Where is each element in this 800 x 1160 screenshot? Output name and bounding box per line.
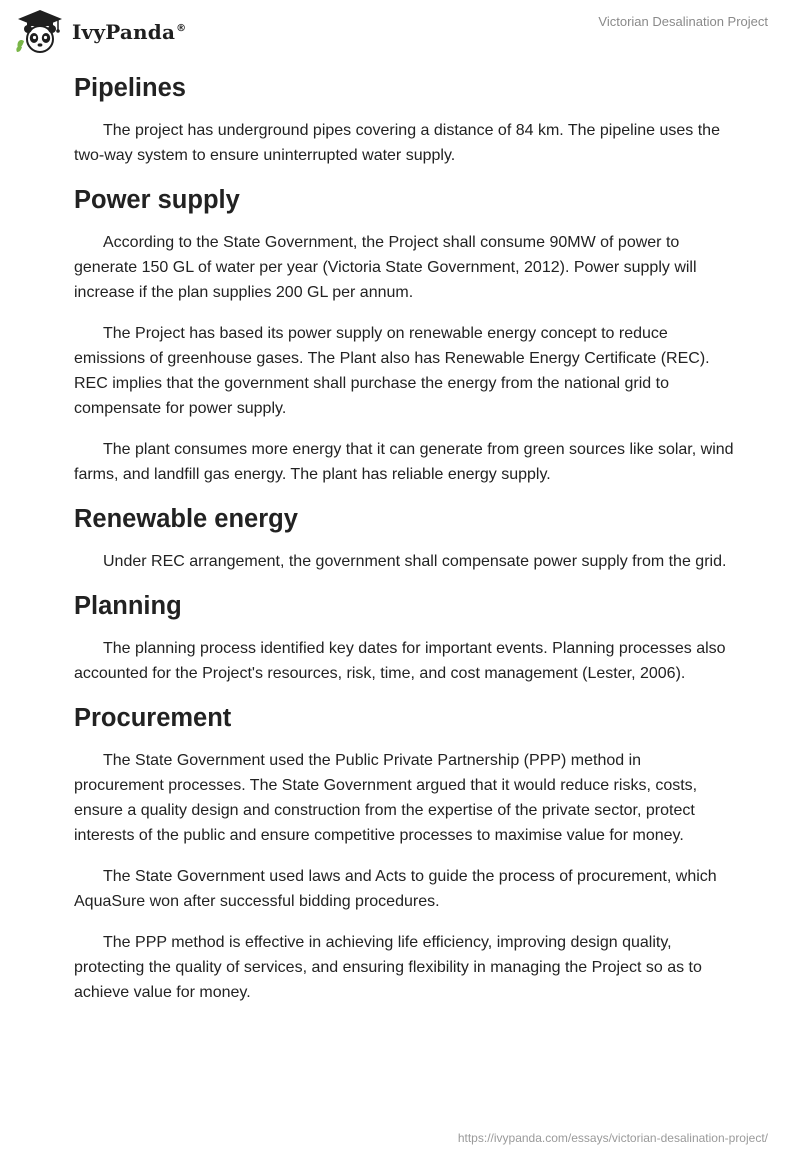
section-heading: Planning [74, 592, 182, 620]
document-title: Victorian Desalination Project [598, 14, 768, 29]
section-power-supply [74, 182, 734, 487]
paragraph: Under REC arrangement, the government shall compensate power supply from the grid. [103, 553, 727, 570]
essay-content [74, 70, 734, 1019]
page-header [0, 0, 800, 60]
paragraph: The project has underground pipes covering a distance of 84 km. The pipeline uses the two-way system to ensure uninterrupted water supply. [74, 122, 720, 164]
paragraph: The State Government used laws and Acts to guide the process of procurement, which AquaSure won after successful bidding procedures. [74, 868, 717, 910]
section-heading: Pipelines [74, 74, 186, 102]
section-heading: Power supply [74, 186, 240, 214]
registered-mark: ® [176, 23, 187, 35]
brand-logo[interactable] [14, 8, 186, 54]
source-url-link[interactable]: https://ivypanda.com/essays/victorian-desalination-project/ [457, 1131, 768, 1145]
panda-graduate-icon [14, 8, 66, 54]
section-renewable-energy [74, 501, 734, 574]
paragraph: The State Government used the Public Private Partnership (PPP) method in procurement processes. The State Government argued that it would reduce risks, costs, ensure a quality design and construction from the expertise of the private sector, protect interests of the public and ensure competitive processes to maximise value for money. [74, 752, 698, 844]
section-planning [74, 588, 734, 686]
paragraph: The Project has based its power supply on renewable energy concept to reduce emissions of greenhouse gases. The Plant also has Renewable Energy Certificate (REC). REC implies that the government shall purchase the energy from the national grid to compensate for power supply. [74, 325, 710, 417]
section-heading: Renewable energy [74, 505, 298, 533]
brand-name: IvyPanda® [72, 20, 187, 44]
paragraph: The PPP method is effective in achieving life efficiency, improving design quality, protecting the quality of services, and ensuring flexibility in managing the Project so as to achieve value for money. [74, 934, 702, 1001]
section-procurement [74, 700, 734, 1005]
paragraph: According to the State Government, the Project shall consume 90MW of power to generate 150 GL of water per year (Victoria State Government, 2012). Power supply will increase if the plan supplies 200 GL per annum. [74, 234, 697, 301]
paragraph: The plant consumes more energy that it can generate from green sources like solar, wind farms, and landfill gas energy. The plant has reliable energy supply. [74, 441, 734, 483]
section-heading: Procurement [74, 704, 232, 732]
section-pipelines [74, 70, 734, 168]
paragraph: The planning process identified key dates for important events. Planning processes also accounted for the Project's resources, risk, time, and cost management (Lester, 2006). [74, 640, 726, 682]
